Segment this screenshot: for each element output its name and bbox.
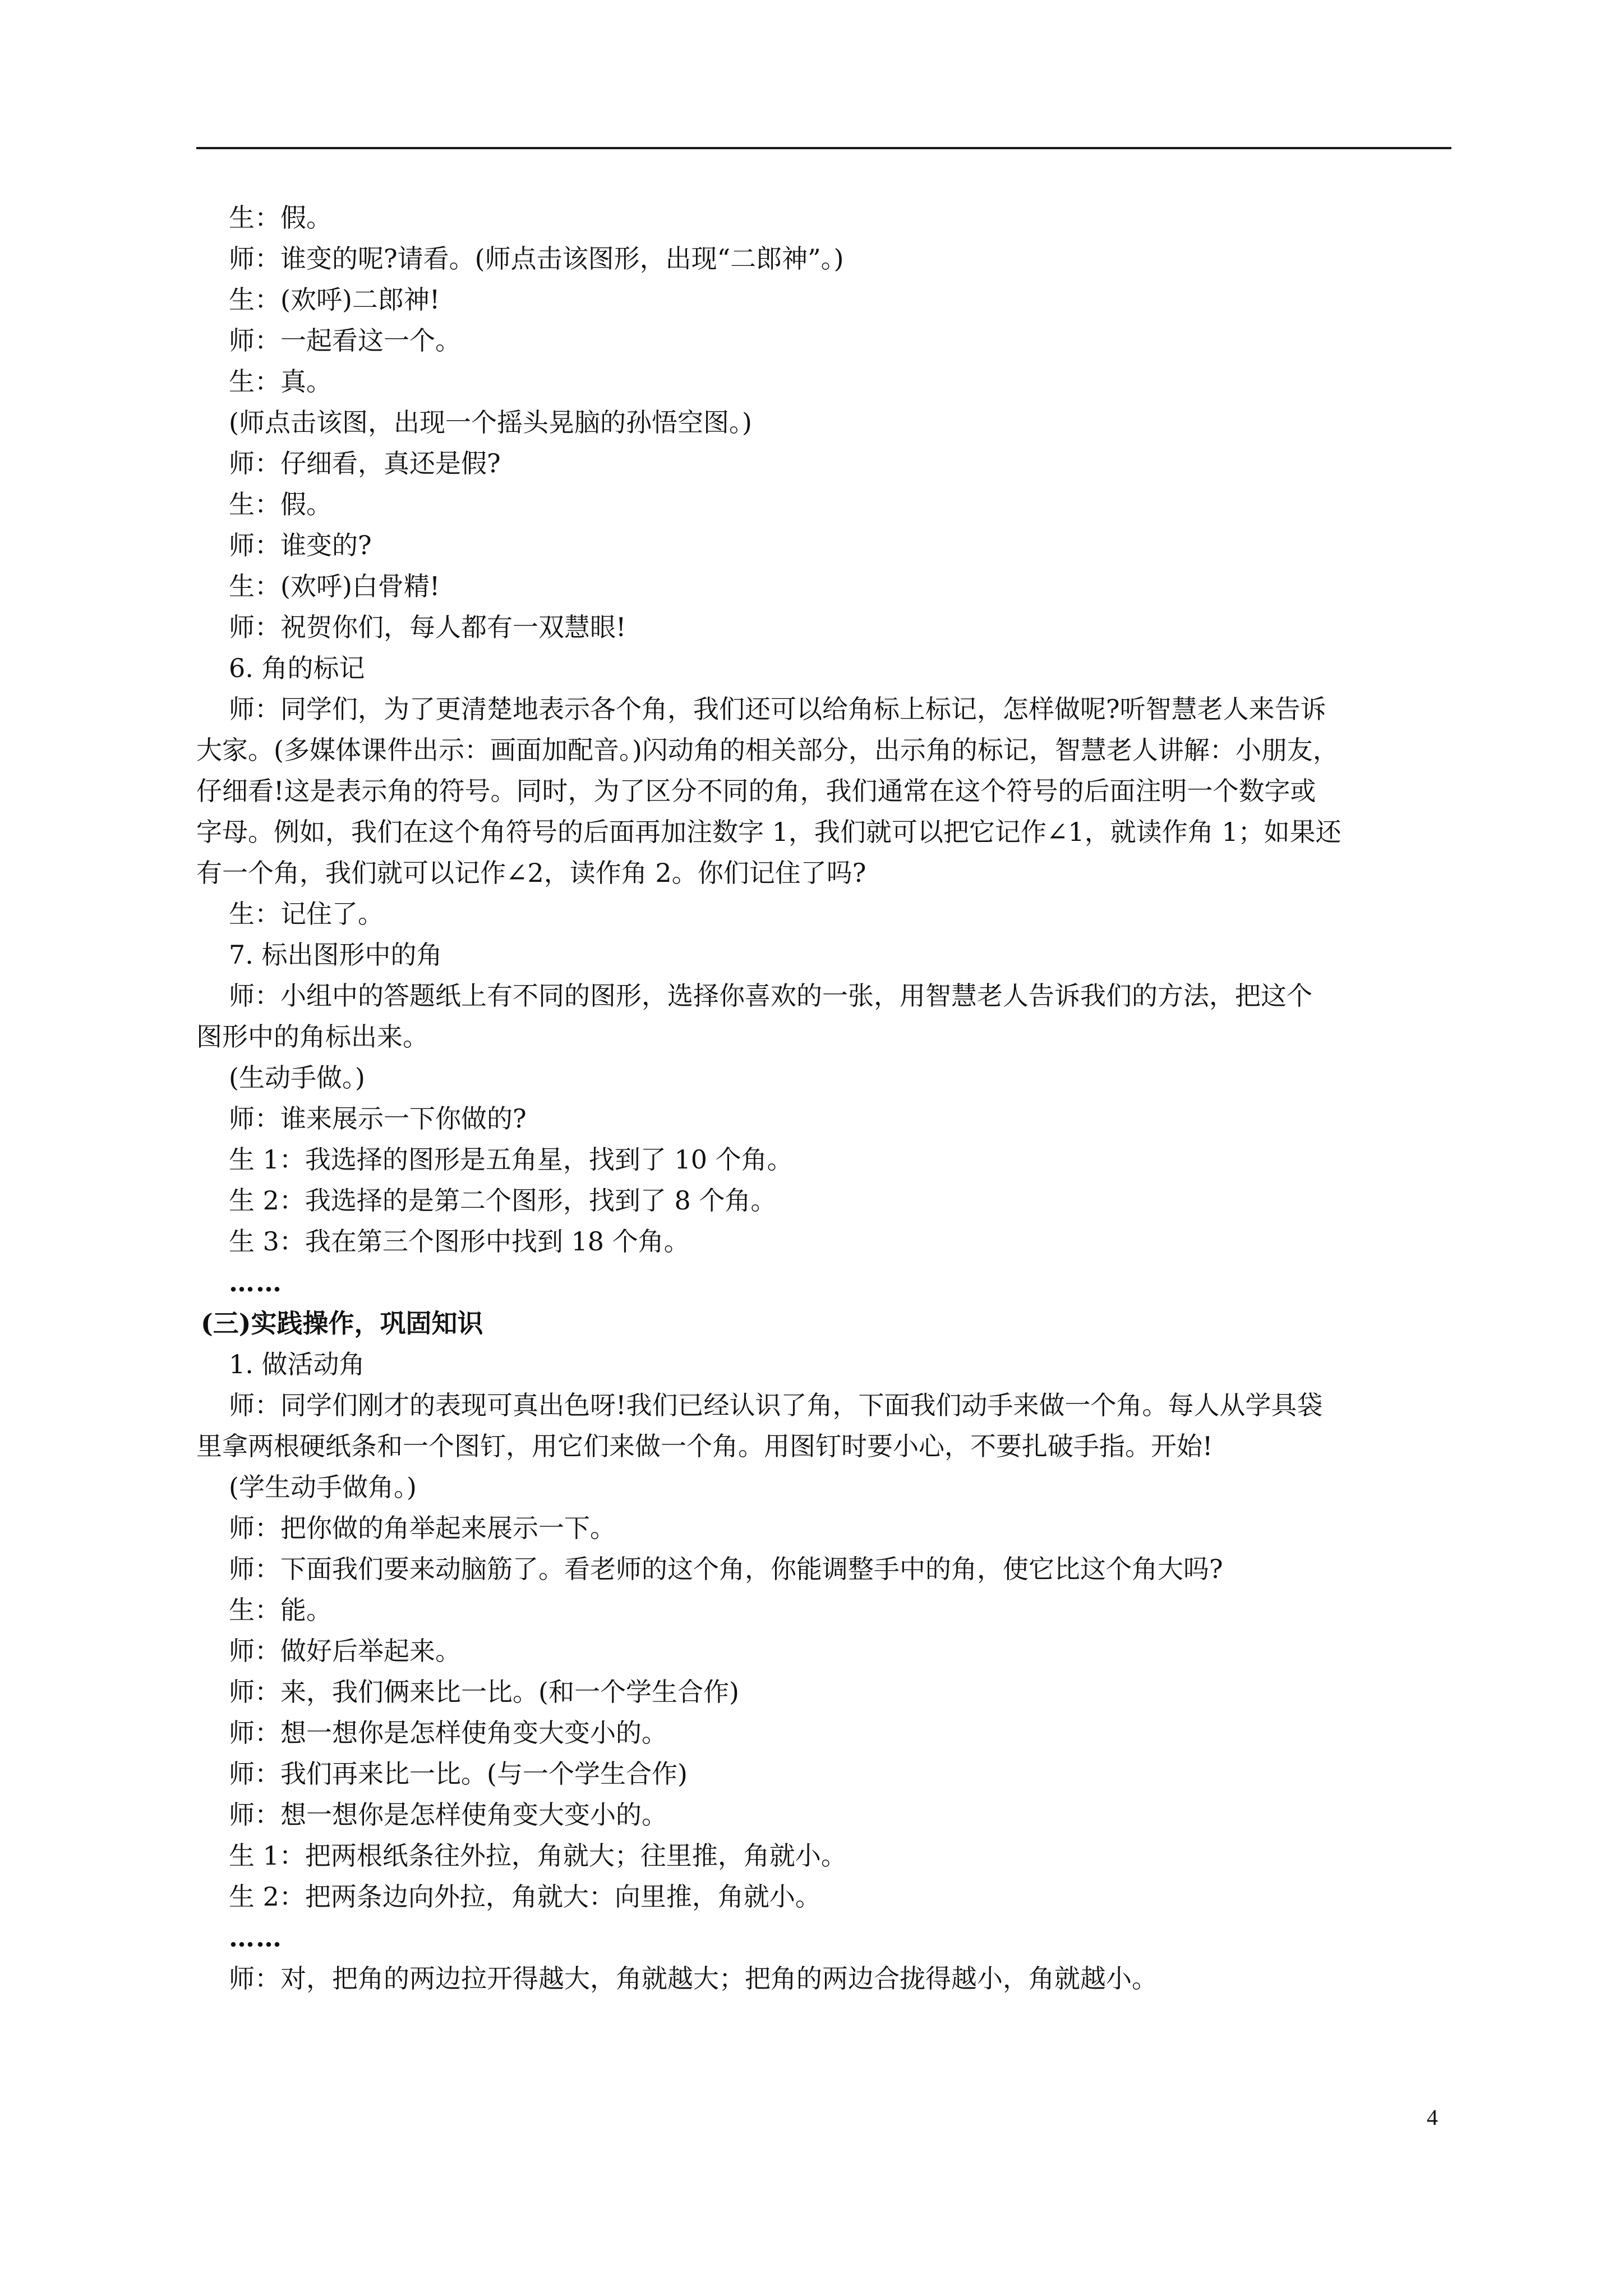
text-line: 师：同学们，为了更清楚地表示各个角，我们还可以给角标上标记，怎样做呢?听智慧老人来告诉: [229, 694, 1326, 724]
text-line: 师：对，把角的两边拉开得越大，角就越大；把角的两边合拢得越小，角就越小。: [229, 1963, 1158, 1994]
text-line: 师：来，我们俩来比一比。(和一个学生合作): [229, 1677, 739, 1707]
text-line: 师：我们再来比一比。(与一个学生合作): [229, 1759, 688, 1789]
text-line: 图形中的角标出来。: [196, 1022, 428, 1052]
text-line: (生动手做。): [229, 1062, 365, 1093]
ellipsis: ……: [229, 1922, 283, 1953]
ellipsis: ……: [229, 1267, 283, 1297]
text-line: 师：想一想你是怎样使角变大变小的。: [229, 1718, 667, 1748]
text-line: 有一个角，我们就可以记作∠2，读作角 2。你们记住了吗?: [196, 858, 866, 888]
text-line: (师点击该图，出现一个摇头晃脑的孙悟空图。): [229, 407, 752, 438]
text-line: 师：谁变的呢?请看。(师点击该图形，出现“二郎神”。): [229, 243, 844, 274]
text-line: 生：真。: [229, 366, 332, 397]
text-line: 师：仔细看，真还是假?: [229, 448, 501, 478]
text-line: 师：祝贺你们，每人都有一双慧眼!: [229, 612, 626, 642]
text-line: 师：一起看这一个。: [229, 325, 461, 356]
text-line: 字母。例如，我们在这个角符号的后面再加注数字 1，我们就可以把它记作∠1，就读作角 1；如果还: [196, 817, 1341, 847]
subsection-heading: 6. 角的标记: [229, 653, 365, 683]
text-line: 生：记住了。: [229, 899, 384, 929]
text-line: 大家。(多媒体课件出示：画面加配音。)闪动角的相关部分，出示角的标记，智慧老人讲解：小朋友，: [196, 735, 1339, 765]
subsection-heading: 1. 做活动角: [229, 1349, 365, 1379]
text-line: 师：谁来展示一下你做的?: [229, 1103, 527, 1134]
text-line: 生 3：我在第三个图形中找到 18 个角。: [229, 1226, 690, 1257]
header-rule: [196, 147, 1451, 149]
text-line: 生：能。: [229, 1595, 332, 1625]
subsection-heading: 7. 标出图形中的角: [229, 940, 442, 970]
text-line: 生：(欢呼)白骨精!: [229, 571, 440, 601]
text-line: 生 2：把两条边向外拉，角就大：向里推，角就小。: [229, 1881, 821, 1912]
text-line: 师：下面我们要来动脑筋了。看老师的这个角，你能调整手中的角，使它比这个角大吗?: [229, 1554, 1223, 1584]
text-line: 师：做好后举起来。: [229, 1636, 461, 1666]
text-line: 生：假。: [229, 203, 332, 233]
text-line: 生 1：把两根纸条往外拉，角就大；往里推，角就小。: [229, 1841, 847, 1871]
text-line: 生 1：我选择的图形是五角星，找到了 10 个角。: [229, 1144, 793, 1175]
text-line: 师：把你做的角举起来展示一下。: [229, 1513, 616, 1543]
text-line: 仔细看!这是表示角的符号。同时，为了区分不同的角，我们通常在这个符号的后面注明一个数字或: [196, 776, 1316, 806]
text-line: 里拿两根硬纸条和一个图钉，用它们来做一个角。用图钉时要小心，不要扎破手指。开始!: [196, 1431, 1213, 1461]
text-line: 师：小组中的答题纸上有不同的图形，选择你喜欢的一张，用智慧老人告诉我们的方法，把这个: [229, 981, 1312, 1011]
text-line: 师：想一想你是怎样使角变大变小的。: [229, 1800, 667, 1830]
text-line: 生：(欢呼)二郎神!: [229, 284, 440, 315]
text-line: 师：同学们刚才的表现可真出色呀!我们已经认识了角，下面我们动手来做一个角。每人从学具袋: [229, 1390, 1323, 1420]
section-heading: (三)实践操作，巩固知识: [201, 1308, 483, 1338]
text-line: 师：谁变的?: [229, 530, 372, 560]
text-line: (学生动手做角。): [229, 1472, 417, 1502]
page-number: 4: [1427, 2105, 1438, 2130]
document-body: [196, 197, 1451, 1999]
text-line: 生 2：我选择的是第二个图形，找到了 8 个角。: [229, 1185, 777, 1216]
text-line: 生：假。: [229, 489, 332, 519]
